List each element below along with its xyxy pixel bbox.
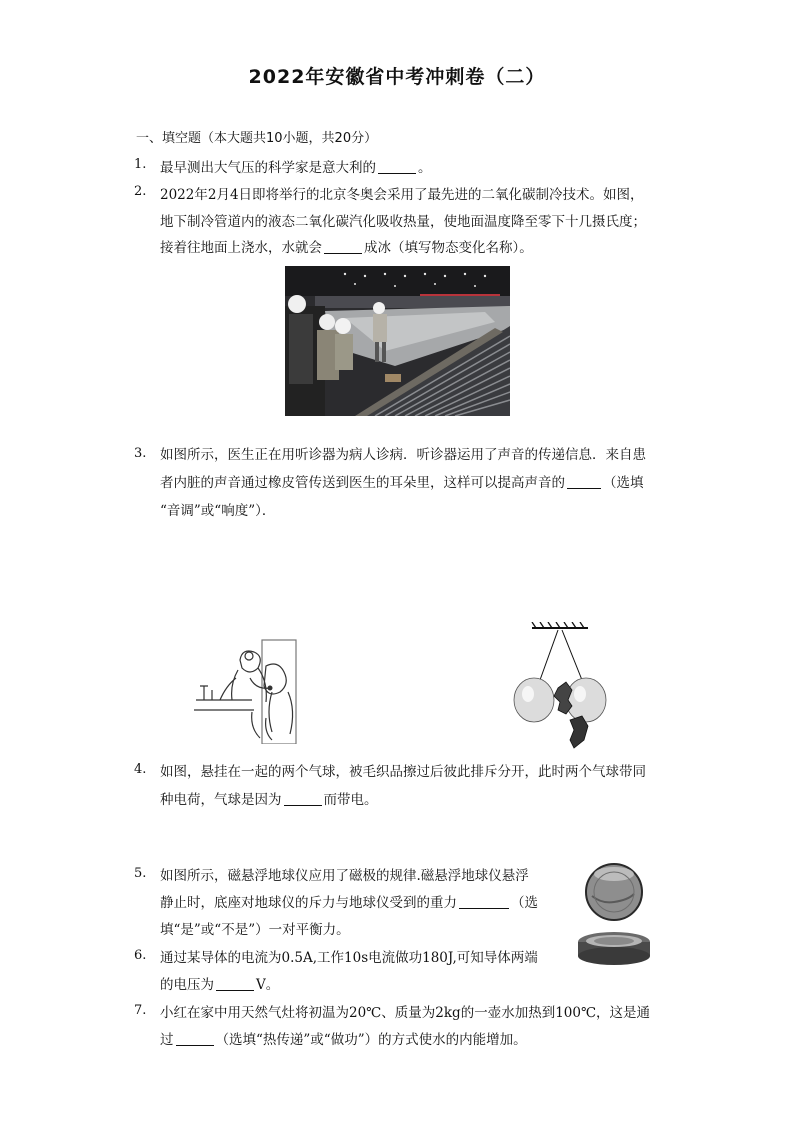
answer-blank <box>324 240 362 254</box>
question-7-line-2 <box>160 1028 527 1048</box>
question-3-line-2 <box>160 471 644 491</box>
question-5-line-3: 填“是”或“不是”）一对平衡力。 <box>160 922 350 938</box>
maglev-globe-figure <box>574 862 654 968</box>
question-6-line-2 <box>160 973 279 993</box>
question-number: 5. <box>134 866 147 881</box>
question-5-line-2 <box>160 891 538 911</box>
doctor-stethoscope-figure <box>192 638 298 744</box>
question-2-line-2: 地下制冷管道内的液态二氧化碳汽化吸收热量，使地面温度降至零下十几摄氏度； <box>160 214 646 230</box>
question-text: 。 <box>418 160 432 176</box>
question-text: （选 <box>511 895 538 911</box>
question-text: 而带电。 <box>323 792 378 808</box>
answer-blank <box>567 475 601 489</box>
question-number: 2. <box>134 184 147 199</box>
question-text: 种电荷，气球是因为 <box>160 792 282 808</box>
question-4-line-1: 如图，悬挂在一起的两个气球，被毛织品擦过后彼此排斥分开，此时两个气球带同 <box>160 764 646 780</box>
question-text: 接着往地面上浇水，水就会 <box>160 240 322 256</box>
question-text: （选填“热传递”或“做功”）的方式使水的内能增加。 <box>215 1032 527 1048</box>
answer-blank <box>459 895 509 909</box>
question-text: 过 <box>160 1032 174 1048</box>
question-text: 者内脏的声音通过橡皮管传送到医生的耳朵里，这样可以提高声音的 <box>160 475 565 491</box>
section-heading: 一、填空题（本大题共10小题，共20分） <box>136 131 378 146</box>
question-text: 的电压为 <box>160 977 214 993</box>
answer-blank <box>378 160 416 174</box>
question-number: 7. <box>134 1003 147 1018</box>
answer-blank <box>176 1032 214 1046</box>
question-number: 6. <box>134 948 147 963</box>
question-number: 1. <box>134 157 147 172</box>
question-2-line-3 <box>160 236 533 256</box>
answer-blank <box>284 792 322 806</box>
question-1-text <box>160 156 432 176</box>
question-4-line-2 <box>160 788 378 808</box>
question-text: V。 <box>256 977 280 993</box>
page-title: 2022年安徽省中考冲刺卷（二） <box>248 66 546 88</box>
answer-blank <box>216 977 254 991</box>
question-3-line-3: “音调”或“响度”）． <box>160 503 276 519</box>
question-text: 成冰（填写物态变化名称）。 <box>364 240 533 256</box>
charged-balloons-figure <box>510 622 616 752</box>
ice-rink-construction-photo <box>285 266 510 416</box>
question-7-line-1: 小红在家中用天然气灶将初温为20℃、质量为2kg的一壶水加热到100℃，这是通 <box>160 1005 651 1021</box>
question-5-line-1: 如图所示，磁悬浮地球仪应用了磁极的规律.磁悬浮地球仪悬浮 <box>160 868 529 884</box>
question-2-line-1: 2022年2月4日即将举行的北京冬奥会采用了最先进的二氧化碳制冷技术。如图， <box>160 187 644 203</box>
question-text: 最早测出大气压的科学家是意大利的 <box>160 160 376 176</box>
question-6-line-1: 通过某导体的电流为0.5A,工作10s电流做功180J,可知导体两端 <box>160 950 538 966</box>
question-3-line-1: 如图所示，医生正在用听诊器为病人诊病．听诊器运用了声音的传递信息．来自患 <box>160 447 646 463</box>
question-text: 静止时，底座对地球仪的斥力与地球仪受到的重力 <box>160 895 457 911</box>
question-text: （选填 <box>603 475 644 491</box>
question-number: 3. <box>134 446 147 461</box>
question-number: 4. <box>134 762 147 777</box>
